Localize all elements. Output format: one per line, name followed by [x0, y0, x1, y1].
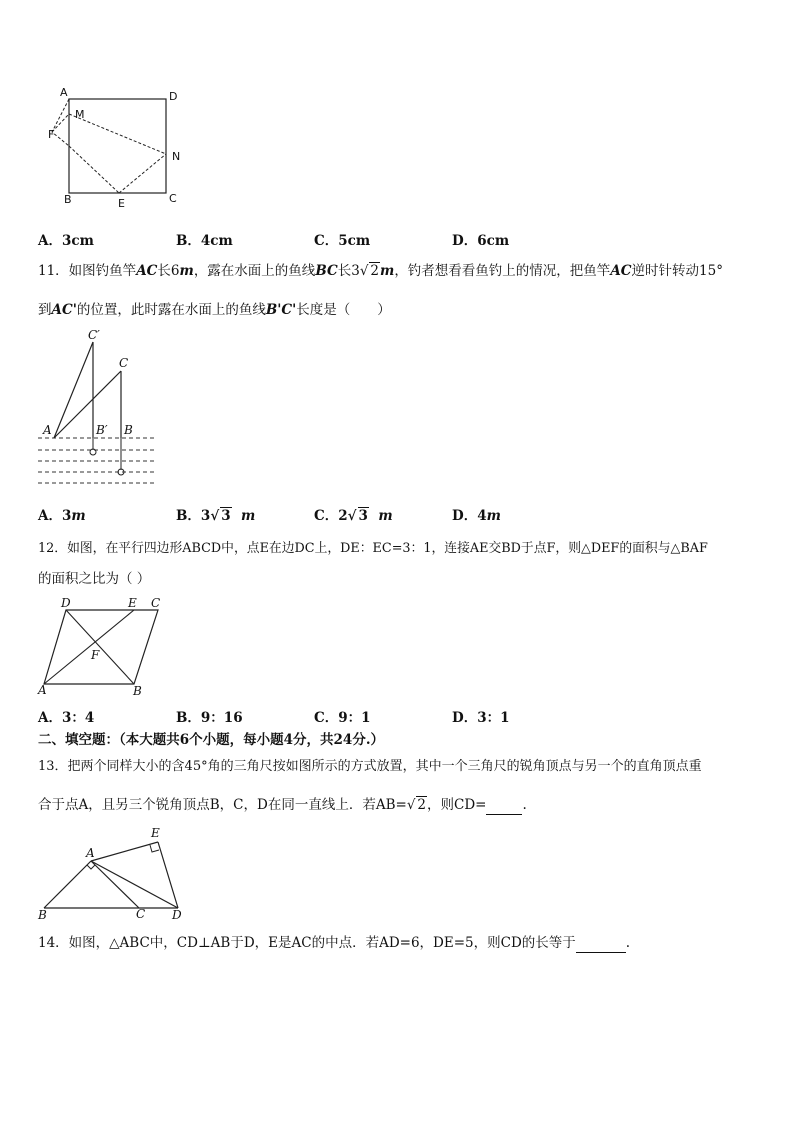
segment-ae	[44, 610, 134, 684]
label-c: C	[136, 907, 146, 921]
fold-fe	[69, 146, 119, 193]
q12-figure	[36, 596, 166, 700]
q10-option-d[interactable]: D．6cm	[452, 233, 510, 249]
label-c: C	[119, 356, 129, 370]
answer-blank[interactable]	[576, 934, 626, 953]
right-angle-a	[87, 865, 95, 869]
parallelogram-abcd	[44, 610, 158, 684]
q12-option-d[interactable]: D．3：1	[452, 710, 510, 726]
q11-option-c[interactable]: C．2√ 3 m	[314, 508, 393, 524]
label-c: C	[151, 596, 161, 610]
label-b: B	[133, 684, 142, 698]
side-ac	[91, 861, 139, 908]
label-m: M	[75, 108, 85, 121]
q11-figure	[36, 326, 160, 484]
label-f: F	[91, 648, 100, 662]
q13-line2: 合于点A，且另三个锐角顶点B，C，D在同一直线上．若AB=√ 2，则CD= .	[38, 797, 527, 813]
q14-text: 14．如图，△ABC中，CD⊥AB于D，E是AC的中点．若AD=6，DE=5，则CD的长等于 .	[38, 935, 631, 951]
q10-figure	[44, 86, 194, 212]
rod-ac	[54, 371, 121, 438]
sqrt-symbol: √ 2	[359, 263, 380, 279]
label-c: C	[169, 192, 177, 205]
q13-diagram	[34, 826, 190, 926]
label-d: D	[172, 908, 182, 922]
q11-diagram	[36, 326, 160, 484]
label-d: D	[169, 90, 178, 103]
q12-diagram	[36, 596, 166, 700]
q11-option-d[interactable]: D．4m	[452, 508, 501, 524]
label-d: D	[61, 596, 71, 610]
segment-db	[66, 610, 134, 684]
q13-line1: 13．把两个同样大小的含45°角的三角尺按如图所示的方式放置，其中一个三角尺的锐角顶点与另一个的直角顶点重	[38, 759, 702, 774]
fold-en	[119, 154, 166, 193]
q12-option-a[interactable]: A．3：4	[38, 710, 95, 726]
label-c-prime: C′	[88, 328, 100, 342]
label-a: A	[43, 423, 52, 437]
side-ad	[91, 861, 178, 908]
right-angle-e	[150, 845, 159, 852]
answer-blank[interactable]	[486, 796, 522, 815]
q12-option-b[interactable]: B．9：16	[176, 710, 243, 726]
label-e: E	[151, 826, 160, 840]
q10-option-b[interactable]: B．4cm	[176, 233, 233, 249]
q11-option-a[interactable]: A．3m	[38, 508, 86, 524]
label-b: B	[64, 193, 72, 206]
q10-option-c[interactable]: C．5cm	[314, 233, 371, 249]
label-a: A	[86, 846, 95, 860]
q11-line2: 到AC'的位置，此时露在水面上的鱼线B'C'长度是（ ）	[38, 302, 391, 318]
label-b-prime: B′	[96, 423, 108, 437]
label-e: E	[118, 197, 125, 210]
label-a: A	[38, 683, 47, 697]
section-heading-fill-in: 二、填空题：（本大题共6个小题，每小题4分，共24分.）	[38, 732, 385, 748]
label-e: E	[128, 596, 137, 610]
rod-ac-prime	[54, 342, 93, 438]
label-a: A	[60, 86, 68, 99]
q13-figure	[34, 826, 190, 926]
label-b: B	[124, 423, 133, 437]
q12-line1: 12．如图，在平行四边形ABCD中，点E在边DC上，DE：EC=3：1，连接AE交BD于点F，则△DEF的面积与△BAF	[38, 541, 708, 556]
q11-line1: 11．如图钓鱼竿AC长6m，露在水面上的鱼线BC长3√ 2m，钓者想看看鱼钓上的情况，把鱼竿AC逆时针转动15°	[38, 263, 723, 279]
q10-option-a[interactable]: A．3cm	[38, 233, 94, 249]
label-b: B	[38, 908, 47, 922]
q12-line2: 的面积之比为（ ）	[38, 571, 151, 587]
sqrt-symbol: √ 2	[406, 797, 427, 813]
label-n: N	[172, 150, 181, 163]
side-ed	[158, 842, 178, 908]
q11-option-b[interactable]: B．3√ 3 m	[176, 508, 256, 524]
q12-option-c[interactable]: C．9：1	[314, 710, 371, 726]
side-ae	[91, 842, 158, 861]
side-ab	[44, 861, 91, 908]
label-f: F	[48, 128, 55, 141]
